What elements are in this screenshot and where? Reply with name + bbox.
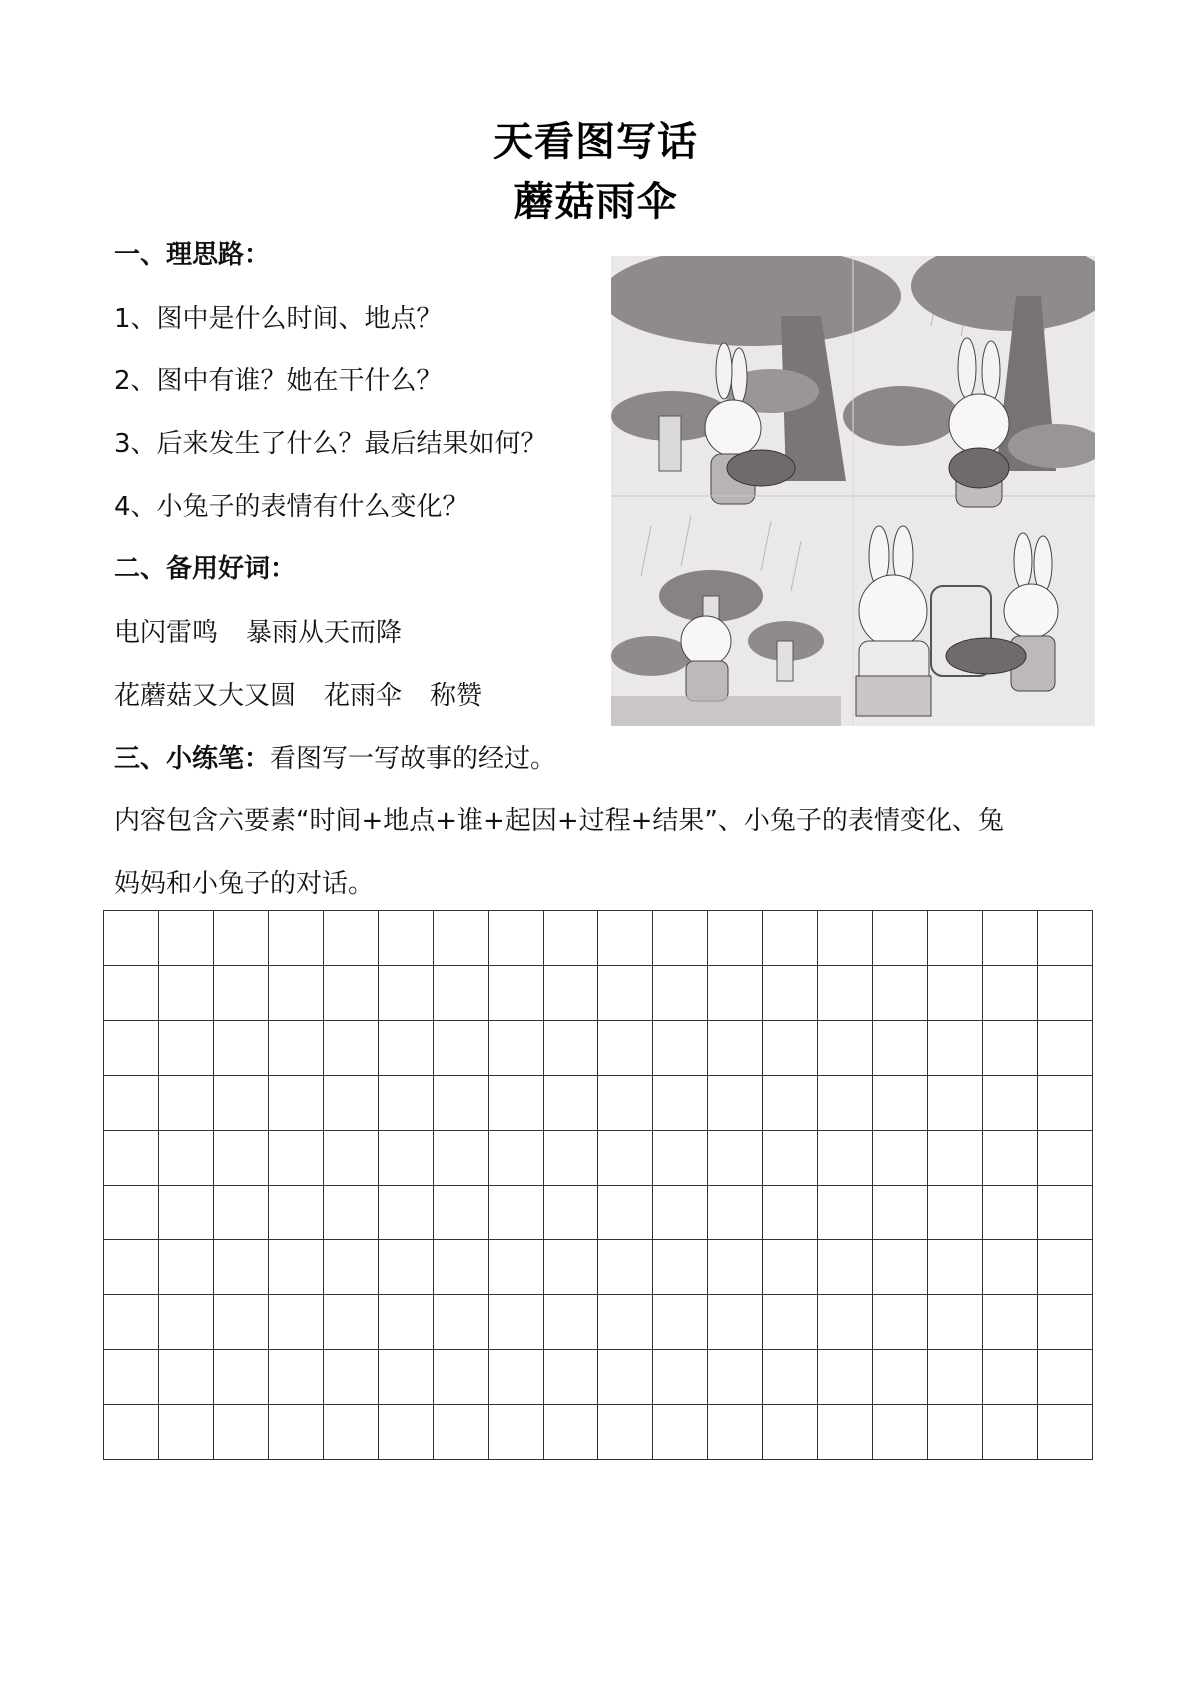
grid-cell[interactable] [653,1131,708,1186]
grid-cell[interactable] [434,1021,489,1076]
grid-cell[interactable] [214,1076,269,1131]
grid-cell[interactable] [489,1021,544,1076]
grid-cell[interactable] [489,1295,544,1350]
grid-cell[interactable] [928,1240,983,1295]
grid-cell[interactable] [544,911,599,966]
grid-cell[interactable] [873,1295,928,1350]
grid-cell[interactable] [544,966,599,1021]
grid-cell[interactable] [983,911,1038,966]
grid-cell[interactable] [324,1021,379,1076]
writing-grid[interactable] [103,910,1093,1460]
grid-cell[interactable] [873,1350,928,1405]
grid-cell[interactable] [434,1131,489,1186]
grid-cell[interactable] [489,966,544,1021]
grid-cell[interactable] [708,1295,763,1350]
grid-cell[interactable] [1038,966,1093,1021]
grid-cell[interactable] [434,1076,489,1131]
section1-heading: 一、理思路： [114,240,271,270]
grid-cell[interactable] [544,1295,599,1350]
grid-cell[interactable] [763,1295,818,1350]
grid-cell[interactable] [379,1405,434,1460]
grid-cell[interactable] [104,1240,159,1295]
grid-cell[interactable] [214,1295,269,1350]
page-subtitle: 蘑菇雨伞 [513,179,678,225]
grid-cell[interactable] [818,1076,873,1131]
grid-cell[interactable] [214,1405,269,1460]
grid-cell[interactable] [269,1295,324,1350]
grid-cell[interactable] [928,966,983,1021]
question-3: 3、后来发生了什么？最后结果如何？ [114,429,547,459]
grid-cell[interactable] [763,1350,818,1405]
grid-cell[interactable] [269,1405,324,1460]
grid-cell[interactable] [708,1021,763,1076]
grid-cell[interactable] [708,1186,763,1241]
grid-cell[interactable] [269,1186,324,1241]
grid-cell[interactable] [598,1405,653,1460]
grid-cell[interactable] [763,966,818,1021]
grid-cell[interactable] [214,966,269,1021]
grid-cell[interactable] [818,1350,873,1405]
grid-cell[interactable] [544,1021,599,1076]
question-2: 2、图中有谁？她在干什么？ [114,366,443,396]
grid-cell[interactable] [928,1295,983,1350]
grid-cell[interactable] [1038,1021,1093,1076]
grid-cell[interactable] [104,1350,159,1405]
grid-cell[interactable] [324,1295,379,1350]
grid-cell[interactable] [1038,1295,1093,1350]
grid-cell[interactable] [983,1021,1038,1076]
grid-cell[interactable] [818,1240,873,1295]
grid-cell[interactable] [983,1240,1038,1295]
grid-cell[interactable] [214,1021,269,1076]
grid-cell[interactable] [159,966,214,1021]
grid-cell[interactable] [269,966,324,1021]
requirement-line-2: 妈妈和小兔子的对话。 [114,869,375,899]
word-item: 电闪雷鸣 [114,618,219,648]
grid-cell[interactable] [434,1350,489,1405]
grid-cell[interactable] [159,1405,214,1460]
word-item: 花雨伞 [324,681,403,711]
grid-cell[interactable] [873,911,928,966]
grid-cell[interactable] [598,911,653,966]
grid-cell[interactable] [873,966,928,1021]
grid-cell[interactable] [983,1295,1038,1350]
grid-cell[interactable] [269,1076,324,1131]
grid-cell[interactable] [324,1131,379,1186]
grid-cell[interactable] [379,1295,434,1350]
grid-cell[interactable] [159,1131,214,1186]
grid-cell[interactable] [159,1186,214,1241]
grid-cell[interactable] [708,1131,763,1186]
grid-cell[interactable] [818,966,873,1021]
grid-cell[interactable] [928,1186,983,1241]
grid-cell[interactable] [159,1076,214,1131]
grid-cell[interactable] [159,1350,214,1405]
grid-cell[interactable] [544,1186,599,1241]
grid-cell[interactable] [489,1240,544,1295]
grid-cell[interactable] [379,1131,434,1186]
grid-cell[interactable] [653,1076,708,1131]
grid-cell[interactable] [159,911,214,966]
grid-cell[interactable] [214,1186,269,1241]
grid-cell[interactable] [928,1076,983,1131]
grid-cell[interactable] [928,1131,983,1186]
grid-cell[interactable] [818,1131,873,1186]
grid-cell[interactable] [489,1350,544,1405]
grid-cell[interactable] [104,1295,159,1350]
grid-cell[interactable] [818,1405,873,1460]
word-item: 暴雨从天而降 [246,618,403,648]
grid-cell[interactable] [653,966,708,1021]
grid-cell[interactable] [873,1405,928,1460]
grid-cell[interactable] [1038,1350,1093,1405]
grid-cell[interactable] [708,911,763,966]
grid-cell[interactable] [983,966,1038,1021]
grid-cell[interactable] [324,1186,379,1241]
grid-cell[interactable] [104,1186,159,1241]
grid-cell[interactable] [1038,911,1093,966]
section3-line [114,742,556,776]
grid-cell[interactable] [269,1350,324,1405]
grid-cell[interactable] [379,1186,434,1241]
grid-cell[interactable] [763,1240,818,1295]
words-row-1 [114,616,402,650]
grid-cell[interactable] [653,1295,708,1350]
grid-cell[interactable] [818,1295,873,1350]
grid-cell[interactable] [159,1295,214,1350]
grid-cell[interactable] [708,966,763,1021]
grid-cell[interactable] [873,1131,928,1186]
grid-cell[interactable] [873,1186,928,1241]
grid-cell[interactable] [763,1186,818,1241]
grid-cell[interactable] [324,911,379,966]
grid-cell[interactable] [708,1076,763,1131]
grid-cell[interactable] [324,1076,379,1131]
grid-cell[interactable] [983,1405,1038,1460]
grid-cell[interactable] [269,1240,324,1295]
grid-cell[interactable] [983,1131,1038,1186]
grid-cell[interactable] [1038,1405,1093,1460]
grid-cell[interactable] [653,1350,708,1405]
grid-cell[interactable] [818,1186,873,1241]
grid-cell[interactable] [928,1021,983,1076]
grid-cell[interactable] [653,1405,708,1460]
grid-cell[interactable] [873,1240,928,1295]
grid-cell[interactable] [214,911,269,966]
grid-cell[interactable] [708,1405,763,1460]
grid-cell[interactable] [379,966,434,1021]
grid-cell[interactable] [598,1240,653,1295]
grid-cell[interactable] [104,1131,159,1186]
grid-cell[interactable] [873,1076,928,1131]
grid-cell[interactable] [763,1021,818,1076]
grid-cell[interactable] [159,1240,214,1295]
words-row-2 [114,679,482,713]
grid-cell[interactable] [928,911,983,966]
grid-cell[interactable] [489,1405,544,1460]
grid-cell[interactable] [1038,1240,1093,1295]
requirement-line-1: 内容包含六要素“时间+地点+谁+起因+过程+结果”、小兔子的表情变化、兔 [114,806,1004,836]
grid-cell[interactable] [653,1186,708,1241]
section2-heading: 二、备用好词： [114,554,297,584]
grid-cell[interactable] [983,1350,1038,1405]
grid-cell[interactable] [269,1021,324,1076]
grid-cell[interactable] [598,1076,653,1131]
grid-cell[interactable] [818,1021,873,1076]
grid-cell[interactable] [434,1405,489,1460]
grid-cell[interactable] [324,1240,379,1295]
grid-cell[interactable] [598,966,653,1021]
grid-cell[interactable] [104,1405,159,1460]
grid-cell[interactable] [214,1131,269,1186]
grid-cell[interactable] [379,1021,434,1076]
word-item: 花蘑菇又大又圆 [114,681,297,711]
page-title: 天看图写话 [493,119,698,165]
grid-cell[interactable] [379,1240,434,1295]
grid-cell[interactable] [598,1131,653,1186]
grid-cell[interactable] [653,1240,708,1295]
grid-cell[interactable] [598,1295,653,1350]
grid-cell[interactable] [544,1240,599,1295]
section3-instruction: 看图写一写故事的经过。 [270,744,557,774]
word-item: 称赞 [430,681,483,711]
grid-cell[interactable] [489,1076,544,1131]
grid-cell[interactable] [379,1076,434,1131]
grid-cell[interactable] [159,1021,214,1076]
grid-cell[interactable] [434,966,489,1021]
grid-cell[interactable] [489,1131,544,1186]
grid-cell[interactable] [544,1405,599,1460]
grid-cell[interactable] [324,1350,379,1405]
grid-cell[interactable] [544,1131,599,1186]
grid-cell[interactable] [818,911,873,966]
grid-cell[interactable] [653,911,708,966]
grid-cell[interactable] [928,1350,983,1405]
grid-cell[interactable] [983,1186,1038,1241]
grid-cell[interactable] [214,1350,269,1405]
grid-cell[interactable] [544,1076,599,1131]
grid-cell[interactable] [708,1240,763,1295]
grid-cell[interactable] [214,1240,269,1295]
grid-cell[interactable] [379,1350,434,1405]
grid-cell[interactable] [763,911,818,966]
grid-cell[interactable] [434,911,489,966]
grid-cell[interactable] [928,1405,983,1460]
grid-cell[interactable] [763,1405,818,1460]
grid-cell[interactable] [544,1350,599,1405]
section3-heading: 三、小练笔： [114,744,271,774]
grid-cell[interactable] [763,1076,818,1131]
grid-cell[interactable] [708,1350,763,1405]
grid-cell[interactable] [104,1076,159,1131]
grid-cell[interactable] [104,966,159,1021]
grid-cell[interactable] [653,1021,708,1076]
grid-cell[interactable] [873,1021,928,1076]
grid-cell[interactable] [269,911,324,966]
grid-cell[interactable] [434,1240,489,1295]
story-illustration [611,256,1095,726]
grid-cell[interactable] [598,1021,653,1076]
grid-cell[interactable] [489,1186,544,1241]
grid-cell[interactable] [1038,1131,1093,1186]
grid-cell[interactable] [269,1131,324,1186]
question-4: 4、小兔子的表情有什么变化？ [114,492,469,522]
grid-cell[interactable] [434,1186,489,1241]
grid-cell[interactable] [763,1131,818,1186]
grid-cell[interactable] [598,1186,653,1241]
grid-cell[interactable] [324,966,379,1021]
grid-cell[interactable] [104,1021,159,1076]
grid-cell[interactable] [1038,1076,1093,1131]
grid-cell[interactable] [983,1076,1038,1131]
grid-cell[interactable] [324,1405,379,1460]
question-1: 1、图中是什么时间、地点？ [114,304,443,334]
grid-cell[interactable] [379,911,434,966]
grid-cell[interactable] [434,1295,489,1350]
grid-cell[interactable] [489,911,544,966]
grid-cell[interactable] [1038,1186,1093,1241]
grid-cell[interactable] [598,1350,653,1405]
grid-cell[interactable] [104,911,159,966]
